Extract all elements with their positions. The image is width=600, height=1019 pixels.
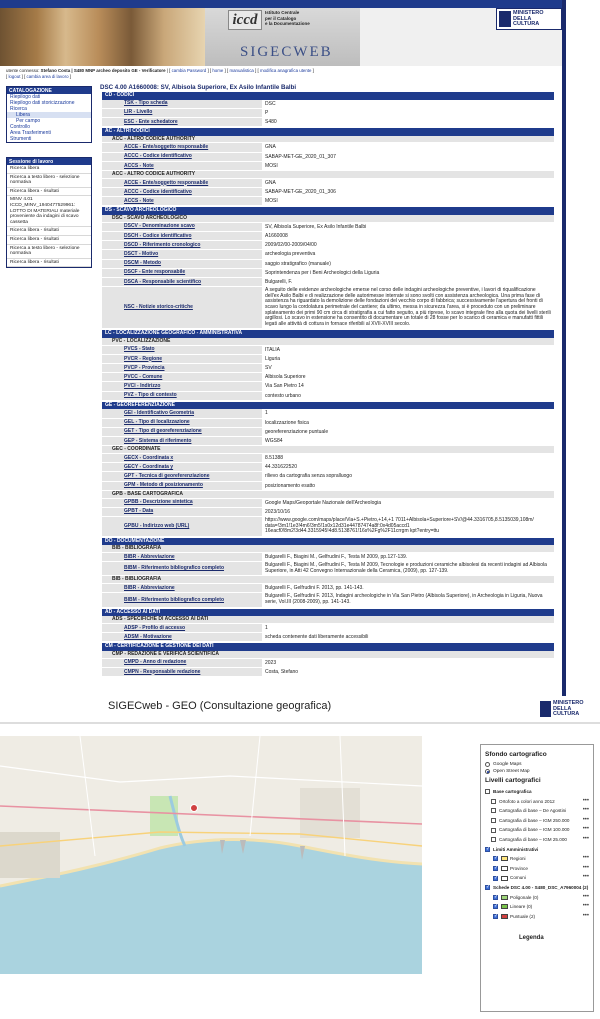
- menu-item-controllo[interactable]: Controllo: [10, 124, 31, 130]
- field-value: SABAP-MET-GE_2020_01_306: [262, 188, 554, 196]
- section-header: GE - GEOREFERENZIAZIONE: [102, 402, 554, 410]
- layer-item[interactable]: [485, 845, 589, 855]
- radio-icon[interactable]: [485, 762, 490, 767]
- field-row: [102, 454, 554, 463]
- window-border: [562, 0, 566, 700]
- field-value: Google Maps/Geoportale Nazionale dell'Archeologia: [262, 499, 554, 507]
- section-header: AC - ALTRI CODICI: [102, 128, 554, 136]
- checkbox-icon[interactable]: [493, 856, 498, 861]
- field-row: [102, 373, 554, 382]
- layer-symbol-icon: [501, 914, 508, 919]
- field-value: SV: [262, 364, 554, 372]
- field-row: [102, 409, 554, 418]
- field-value: 44.331622520: [262, 463, 554, 471]
- section-header: DS - SCAVO ARCHEOLOGICO: [102, 207, 554, 215]
- edit-user-link[interactable]: modifica anagrafica utente: [259, 68, 312, 73]
- field-value: S480: [262, 118, 554, 126]
- field-label[interactable]: PVCC - Comune: [102, 373, 262, 381]
- field-value: 2009/02/00-2009/04/00: [262, 241, 554, 249]
- field-value: Bulgarelli F., Gelfrudini F. 2013, Indagini archeologiche in Via San Pietro (Albisola Superiore), in Archeologia in Liguria, Nuova serie, Vol.III (2008-2009), pp. 141-143.: [262, 593, 554, 606]
- field-label[interactable]: GEI - Identificativo Geometria: [102, 409, 262, 417]
- change-password-link[interactable]: cambia Password: [171, 68, 207, 73]
- record-title: DSC 4.00 A1660008: SV, Albisola Superiore, Ex Asilo Infantile Balbi: [100, 84, 297, 91]
- layer-options-icon[interactable]: •••: [582, 903, 589, 910]
- field-label[interactable]: DSCV - Denominazione scavo: [102, 223, 262, 231]
- field-row: [102, 109, 554, 118]
- layer-label: Regioni: [510, 856, 526, 862]
- field-value: 1: [262, 624, 554, 632]
- field-value: 8.51388: [262, 454, 554, 462]
- layer-label: Poligonale (0): [510, 894, 539, 900]
- field-label[interactable]: BIBR - Abbreviazione: [102, 553, 262, 561]
- field-row: [102, 355, 554, 364]
- field-label[interactable]: ACCC - Codice identificativo: [102, 153, 262, 161]
- checkbox-icon[interactable]: [493, 914, 498, 919]
- group-header: ACC - ALTRO CODICE AUTHORITY: [102, 136, 554, 144]
- layer-item[interactable]: [485, 825, 589, 835]
- layer-label: Ortofoto a colori anno 2012: [499, 798, 555, 804]
- layer-label: Comuni: [510, 875, 526, 881]
- field-label[interactable]: PVCI - Indirizzo: [102, 382, 262, 390]
- field-value: posizionamento esatto: [262, 482, 554, 490]
- group-header: PVC - LOCALIZZAZIONE: [102, 338, 554, 346]
- layer-item[interactable]: [485, 854, 589, 864]
- basemap-option[interactable]: Google Maps: [485, 761, 589, 768]
- field-row: [102, 624, 554, 633]
- field-label[interactable]: GPM - Metodo di posizionamento: [102, 482, 262, 490]
- session-item[interactable]: Ricerca libera - risultati: [7, 259, 91, 268]
- basemap-heading: Sfondo cartografico: [485, 751, 547, 758]
- geo-window: [0, 696, 600, 1019]
- field-row: [102, 419, 554, 428]
- field-value: rilievo da cartografia senza sopralluogo: [262, 472, 554, 480]
- checkbox-icon[interactable]: [491, 837, 496, 842]
- site-marker[interactable]: [191, 805, 198, 812]
- menu-item-area-trasferimenti[interactable]: Area Trasferimenti: [10, 130, 51, 136]
- field-value: A1660008: [262, 232, 554, 240]
- layer-options-icon[interactable]: •••: [582, 864, 589, 871]
- field-row: [102, 143, 554, 152]
- field-value: Costa, Stefano: [262, 668, 554, 676]
- session-item[interactable]: Ricerca libera: [7, 165, 91, 174]
- field-label[interactable]: TSK - Tipo scheda: [102, 100, 262, 108]
- field-row: [102, 346, 554, 355]
- menu-item-riepilogo-dati-storicizzazione[interactable]: Riepilogo dati storicizzazione: [10, 100, 75, 106]
- layer-options-icon[interactable]: •••: [582, 855, 589, 862]
- section-header: CM - CERTIFICAZIONE E GESTIONE DEI DATI: [102, 643, 554, 651]
- field-row: [102, 232, 554, 241]
- session-item[interactable]: Ricerca libera - risultati: [7, 236, 91, 245]
- republic-emblem-icon: [499, 11, 511, 27]
- field-label[interactable]: ACCE - Ente/soggetto responsabile: [102, 179, 262, 187]
- field-label[interactable]: CMPN - Responsabile redazione: [102, 668, 262, 676]
- field-value: Bulgarelli, F.: [262, 278, 554, 286]
- field-value: Bulgarelli F., Biagini M., Gelfrudini F., Testa M 2009, Tecnologie e produzioni ceramiche albisolesi da recenti indagini ad Albisola Superiore, in Atti 42 Convegno Internazionale della Ceramica, (2009), pp. 127-139.: [262, 562, 554, 575]
- layer-symbol-icon: [501, 866, 508, 871]
- field-label[interactable]: DSCD - Riferimento cronologico: [102, 241, 262, 249]
- checkbox-icon[interactable]: [491, 808, 496, 813]
- field-value: localizzazione fisica: [262, 419, 554, 427]
- field-row: [102, 593, 554, 607]
- checkbox-icon[interactable]: [485, 789, 490, 794]
- layer-label: Province: [510, 865, 528, 871]
- field-row: [102, 633, 554, 642]
- section-header: AD - ACCESSO AI DATI: [102, 609, 554, 617]
- field-row: [102, 472, 554, 481]
- map-canvas[interactable]: [0, 736, 422, 974]
- field-label[interactable]: ACCS - Note: [102, 162, 262, 170]
- home-link[interactable]: home: [212, 68, 224, 73]
- field-value: WGS84: [262, 437, 554, 445]
- menu-item-strumenti[interactable]: Strumenti: [10, 136, 32, 142]
- field-row: [102, 100, 554, 109]
- field-label[interactable]: DSCF - Ente responsabile: [102, 269, 262, 277]
- field-row: [102, 437, 554, 446]
- layer-options-icon[interactable]: •••: [582, 835, 589, 842]
- field-value: Liguria: [262, 355, 554, 363]
- layer-item[interactable]: [485, 883, 589, 893]
- layers-panel: [480, 744, 594, 1012]
- legend-button[interactable]: Legenda: [519, 935, 544, 941]
- layer-symbol-icon: [501, 895, 508, 900]
- field-label[interactable]: GECX - Coordinata x: [102, 454, 262, 462]
- checkbox-icon[interactable]: [491, 818, 496, 823]
- layer-options-icon[interactable]: •••: [582, 874, 589, 881]
- field-row: [102, 499, 554, 508]
- field-value: Bulgarelli F., Biagini M., Gelfrudini F., Testa M 2009, pp.127-139.: [262, 553, 554, 561]
- session-item[interactable]: Ricerca a testo libero - selezione normativa: [7, 174, 91, 188]
- group-header: DSC - SCAVO ARCHEOLOGICO: [102, 215, 554, 223]
- layer-label: Cartografia di base – IGM 250.000: [499, 817, 570, 823]
- field-value: MOSI: [262, 197, 554, 205]
- layer-options-icon[interactable]: •••: [582, 893, 589, 900]
- field-label[interactable]: NSC - Notizie storico-critiche: [102, 287, 262, 328]
- field-row: [102, 223, 554, 232]
- session-item[interactable]: Ricerca a testo libero - selezione normativa: [7, 245, 91, 259]
- session-item[interactable]: MINV 4.01 ICCD_MINV_1940477529961: LOTTO DI MATERIALI materiale proveniente da indagini di scavo cassetta: [7, 196, 91, 227]
- layer-item[interactable]: [485, 902, 589, 912]
- logout-link[interactable]: logout: [8, 74, 21, 79]
- checkbox-icon[interactable]: [493, 876, 498, 881]
- layer-options-icon[interactable]: •••: [582, 807, 589, 814]
- menu-title: CATALOGAZIONE: [7, 87, 91, 94]
- field-label[interactable]: ADSM - Motivazione: [102, 633, 262, 641]
- layer-label: Puntuale (2): [510, 913, 536, 919]
- field-row: [102, 463, 554, 472]
- group-header: GEC - COORDINATE: [102, 446, 554, 454]
- field-label[interactable]: BIBM - Riferimento bibliografico completo: [102, 562, 262, 575]
- field-row: [102, 659, 554, 668]
- layer-item[interactable]: [485, 816, 589, 826]
- sigecweb-brand: SIGECWEB: [240, 44, 333, 60]
- field-value: Albisola Superiore: [262, 373, 554, 381]
- field-label[interactable]: DSCT - Motivo: [102, 250, 262, 258]
- group-header: ACC - ALTRO CODICE AUTHORITY: [102, 171, 554, 179]
- checkbox-icon[interactable]: [485, 885, 490, 890]
- field-row: [102, 508, 554, 517]
- field-label[interactable]: DSCM - Metodo: [102, 260, 262, 268]
- layer-options-icon[interactable]: •••: [582, 797, 589, 804]
- field-row: [102, 428, 554, 437]
- group-header: CMP - REDAZIONE E VERIFICA SCIENTIFICA: [102, 651, 554, 659]
- group-header: BIB - BIBLIOGRAFIA: [102, 576, 554, 584]
- field-row: [102, 241, 554, 250]
- menu-item-ricerca[interactable]: Ricerca: [10, 106, 27, 112]
- field-value: archeologia preventiva: [262, 250, 554, 258]
- layer-item[interactable]: [485, 797, 589, 807]
- title-divider: [0, 722, 600, 724]
- catalogazione-menu: [6, 86, 92, 143]
- checkbox-icon[interactable]: [493, 904, 498, 909]
- field-value: saggio stratigrafico (manuale): [262, 260, 554, 268]
- field-row: [102, 278, 554, 287]
- manual-link[interactable]: manualistica: [229, 68, 254, 73]
- group-header: ADS - SPECIFICHE DI ACCESSO AI DATI: [102, 616, 554, 624]
- field-value: P: [262, 109, 554, 117]
- session-item[interactable]: Ricerca libera - risultati: [7, 188, 91, 197]
- field-label[interactable]: DSCA - Responsabile scientifico: [102, 278, 262, 286]
- field-row: [102, 287, 554, 329]
- iccd-logo-text: Istituto Centrale per il Catalogo e la Documentazione: [265, 10, 310, 26]
- field-value: 2023/10/16: [262, 508, 554, 516]
- layer-options-icon[interactable]: •••: [582, 816, 589, 823]
- field-row: [102, 188, 554, 197]
- checkbox-icon[interactable]: [491, 828, 496, 833]
- field-label[interactable]: GPBU - Indirizzo web (URL): [102, 517, 262, 536]
- field-value: contesto urbano: [262, 392, 554, 400]
- field-row: [102, 118, 554, 127]
- layer-label: Base cartografica: [493, 789, 532, 794]
- layer-options-icon[interactable]: •••: [582, 912, 589, 919]
- field-value: 1: [262, 409, 554, 417]
- layer-item[interactable]: [485, 864, 589, 874]
- field-value: https://www.google.com/maps/place/Via+S.+Pietro,+14,+1 7011+Albisola+Superiore+SV/@44.3316705,8.5135039,108m/ data=!3m1!1e3!4m6!3m5!1s0x12d31e44787474a8f:0x4d05accd1 16eacf0!8m2!3d44.3315945!4d8.5138761!16s%2Fg%2F11crrgm kpt?entry=ttu: [262, 517, 554, 536]
- menu-item-libera[interactable]: Libera: [7, 112, 91, 118]
- field-value: georeferenziazione puntuale: [262, 428, 554, 436]
- field-label[interactable]: PVCS - Stato: [102, 346, 262, 354]
- checkbox-icon[interactable]: [485, 847, 490, 852]
- user-bar: utente connesso: Stefano Costa | S480 MNP archeo deposito GE - Verificatore | [ cambia Password ] [ home ] [ manualistica ] [ modifica anagrafica utente ] [ logout ] [ cambia area di lavoro ]: [6, 68, 314, 79]
- field-row: [102, 482, 554, 491]
- layers-heading: Livelli cartografici: [485, 777, 541, 784]
- field-value: Soprintendenza per i Beni Archeologici della Liguria: [262, 269, 554, 277]
- change-workarea-link[interactable]: cambia area di lavoro: [26, 74, 69, 79]
- field-row: [102, 250, 554, 259]
- layer-label: Limiti Amministrativi: [493, 846, 539, 852]
- menu-item-riepilogo-dati[interactable]: Riepilogo dati: [10, 94, 41, 100]
- section-header: LC - LOCALIZZAZIONE GEOGRAFICO - AMMINISTRATIVA: [102, 330, 554, 338]
- urban-block: [300, 788, 360, 838]
- username: Stefano Costa: [40, 68, 71, 73]
- geo-title: SIGECweb - GEO (Consultazione geografica): [108, 700, 332, 712]
- field-value: Bulgarelli F., Gelfrudini F. 2013, pp. 141-143.: [262, 584, 554, 592]
- layer-label: Cartografia di base – De Agostini: [499, 808, 567, 814]
- field-label[interactable]: GEL - Tipo di localizzazione: [102, 419, 262, 427]
- field-value: SABAP-MET-GE_2020_01_307: [262, 153, 554, 161]
- field-row: [102, 668, 554, 677]
- field-row: [102, 562, 554, 576]
- field-value: GNA: [262, 143, 554, 151]
- layer-item[interactable]: [485, 835, 589, 845]
- field-label[interactable]: DSCH - Codice identificativo: [102, 232, 262, 240]
- field-label[interactable]: ADSP - Profilo di accesso: [102, 624, 262, 632]
- field-row: [102, 153, 554, 162]
- checkbox-icon[interactable]: [493, 866, 498, 871]
- radio-icon[interactable]: [485, 769, 490, 774]
- layer-symbol-icon: [501, 876, 508, 881]
- ministero-cultura-logo[interactable]: MINISTERO DELLA CULTURA: [496, 8, 562, 30]
- menu-item-per-campo[interactable]: Per campo: [16, 118, 41, 124]
- field-row: [102, 553, 554, 562]
- field-row: [102, 179, 554, 188]
- iccd-logo: iccd: [228, 10, 262, 30]
- field-value: GNA: [262, 179, 554, 187]
- field-row: [102, 392, 554, 401]
- field-label[interactable]: PVCR - Regione: [102, 355, 262, 363]
- section-header: CD - CODICI: [102, 92, 554, 100]
- field-label[interactable]: BIBM - Riferimento bibliografico completo: [102, 593, 262, 606]
- field-value: MOSI: [262, 162, 554, 170]
- field-label[interactable]: LIR - Livello: [102, 109, 262, 117]
- section-header: DO - DOCUMENTAZIONE: [102, 538, 554, 546]
- field-value: DSC: [262, 100, 554, 108]
- session-item[interactable]: Ricerca libera - risultati: [7, 227, 91, 236]
- session-title: Sessione di lavoro: [7, 158, 91, 165]
- layer-symbol-icon: [501, 904, 508, 909]
- layer-item[interactable]: [485, 893, 589, 903]
- field-label[interactable]: GPT - Tecnica di georeferenziazione: [102, 472, 262, 480]
- urban-block: [0, 832, 60, 878]
- field-label[interactable]: GPBB - Descrizione sintetica: [102, 499, 262, 507]
- field-label[interactable]: GECY - Coordinata y: [102, 463, 262, 471]
- checkbox-icon[interactable]: [493, 895, 498, 900]
- republic-emblem-icon: [540, 701, 551, 717]
- field-label[interactable]: GEP - Sistema di riferimento: [102, 437, 262, 445]
- field-label[interactable]: GET - Tipo di georeferenziazione: [102, 428, 262, 436]
- field-row: [102, 162, 554, 171]
- record-table: [102, 91, 554, 700]
- header-painting-image: [0, 8, 205, 66]
- layer-item[interactable]: [485, 787, 589, 797]
- basemap-option[interactable]: Open Street Map: [485, 768, 589, 775]
- field-label[interactable]: BIBR - Abbreviazione: [102, 584, 262, 592]
- layer-label: Lineare (0): [510, 904, 533, 910]
- field-row: [102, 517, 554, 537]
- field-label[interactable]: ACCS - Note: [102, 197, 262, 205]
- field-value: scheda contenente dati liberamente accessibili: [262, 633, 554, 641]
- field-label[interactable]: GPBT - Data: [102, 508, 262, 516]
- field-label[interactable]: PVZ - Tipo di contesto: [102, 392, 262, 400]
- field-row: [102, 260, 554, 269]
- field-label[interactable]: ESC - Ente schedatore: [102, 118, 262, 126]
- field-label[interactable]: ACCE - Ente/soggetto responsabile: [102, 143, 262, 151]
- field-value: SV, Albisola Superiore, Ex Asilo Infantile Balbi: [262, 223, 554, 231]
- field-value: Via San Pietro 14: [262, 382, 554, 390]
- map-svg: [0, 736, 422, 974]
- field-value: 2023: [262, 659, 554, 667]
- layer-label: Cartografia di base – IGM 25.000: [499, 836, 567, 842]
- session-panel: [6, 157, 92, 268]
- field-row: [102, 269, 554, 278]
- layer-item[interactable]: [485, 873, 589, 883]
- ministero-cultura-logo[interactable]: MINISTERO DELLA CULTURA: [540, 700, 596, 720]
- field-row: [102, 364, 554, 373]
- site-header: [0, 0, 562, 66]
- group-header: GPB - BASE CARTOGRAFICA: [102, 491, 554, 499]
- field-label[interactable]: ACCC - Codice identificativo: [102, 188, 262, 196]
- field-row: [102, 584, 554, 593]
- layer-label: Schede DSC 4.00 - S480_DSC_A7960004 (2): [493, 884, 589, 890]
- header-top-bar: [0, 0, 562, 8]
- group-header: BIB - BIBLIOGRAFIA: [102, 545, 554, 553]
- field-row: [102, 382, 554, 391]
- layer-label: Cartografia di base – IGM 100.000: [499, 827, 570, 833]
- field-label[interactable]: CMPD - Anno di redazione: [102, 659, 262, 667]
- layer-options-icon[interactable]: •••: [582, 826, 589, 833]
- field-value: ITALIA: [262, 346, 554, 354]
- field-label[interactable]: PVCP - Provincia: [102, 364, 262, 372]
- field-value: A seguito delle evidenze archeologiche emerse nel corso delle indagini archeologiche preventive, i lavori di riqualificazione dell'ex Asilo Balbi e di realizzazione delle autorimesse interrate si sono svolti con assistenza archeologica. Una prima fase di assistenza ha riguardato la demolizione delle fondazioni del vecchio corpo di fabbrica; successivamente l'apertura del fronti di scavo lungo la cordolatura perimetrale del cantiere; da ultimo, messa in sicurezza l'area, si è proceduto con un preliminare splateamento dei primi 90 cm circa di stratigrafia a cui fatto seguito, a più riprese, lo scavo integrale fino alla quota dei livelli sterili argillosi. Lo scavo in estensione ha consentito di documentare un totale di 28 fosse per lo scarico di ceramica e manufatti fittili legati alle attività di cottura in fornace riferibili al XVII-XVIII secolo.: [262, 287, 554, 328]
- layer-item[interactable]: [485, 806, 589, 816]
- layer-symbol-icon: [501, 856, 508, 861]
- checkbox-icon[interactable]: [491, 799, 496, 804]
- field-row: [102, 197, 554, 206]
- layer-item[interactable]: [485, 912, 589, 922]
